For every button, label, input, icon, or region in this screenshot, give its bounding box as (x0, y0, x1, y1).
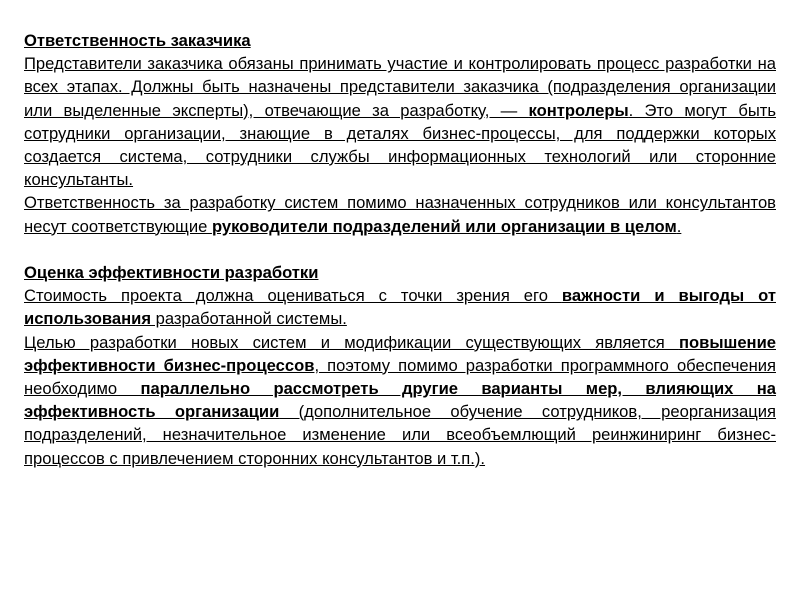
bold-term-parallel-measures: параллельно рассмотреть другие варианты мер, влияющих на эффективность организации (24, 379, 776, 422)
paragraph-customer-representatives (24, 52, 776, 191)
text-run: Представители заказчика обязаны принимать участие и контролировать процесс разработки на всех этапах (24, 54, 776, 97)
paragraph-project-cost (24, 284, 776, 330)
text-run: . Это могут быть сотрудники организации, знающие в деталях бизнес-процессы, для поддержки которых создается система, сотрудники службы информационных технологий или сторонние консультанты. (24, 100, 777, 190)
bold-term-process-efficiency: повышение эффективности бизнес-процессов (24, 332, 776, 375)
paragraph-development-goal (24, 331, 776, 470)
text-run: . Должны быть назначены представители заказчика (подразделения организации или выделенные эксперты), отвечающие за разработку, — (24, 77, 777, 120)
text-run: Целью разработки новых систем и модификации существующих является (24, 332, 679, 352)
text-run: . (676, 216, 682, 236)
text-run: разработанной системы. (151, 309, 347, 329)
paragraph-development-responsibility (24, 191, 776, 237)
text-content (24, 29, 776, 470)
text-run: Ответственность за разработку систем помимо назначенных сотрудников или консультантов несут соответствующие (24, 193, 776, 236)
bold-term-managers: руководители подразделений или организации в целом (211, 216, 677, 236)
bold-term-controllers: контролеры (528, 100, 629, 120)
bold-term-importance-benefit: важности и выгоды от использования (24, 286, 776, 329)
section-heading-customer-responsibility: Ответственность заказчика (24, 31, 251, 50)
text-run: (дополнительное обучение сотрудников, реорганизация подразделений, незначительное изменение или всеобъемлющий реинжиниринг бизнес-процессов с привлечением сторонних консультантов и т.п.). (24, 402, 776, 468)
section-heading-efficiency-evaluation: Оценка эффективности разработки (24, 263, 319, 283)
section-spacer (24, 238, 776, 261)
text-run: , поэтому помимо разработки программного обеспечения необходимо (24, 355, 776, 399)
text-run: Стоимость проекта должна оцениваться с точки зрения его (24, 286, 562, 306)
